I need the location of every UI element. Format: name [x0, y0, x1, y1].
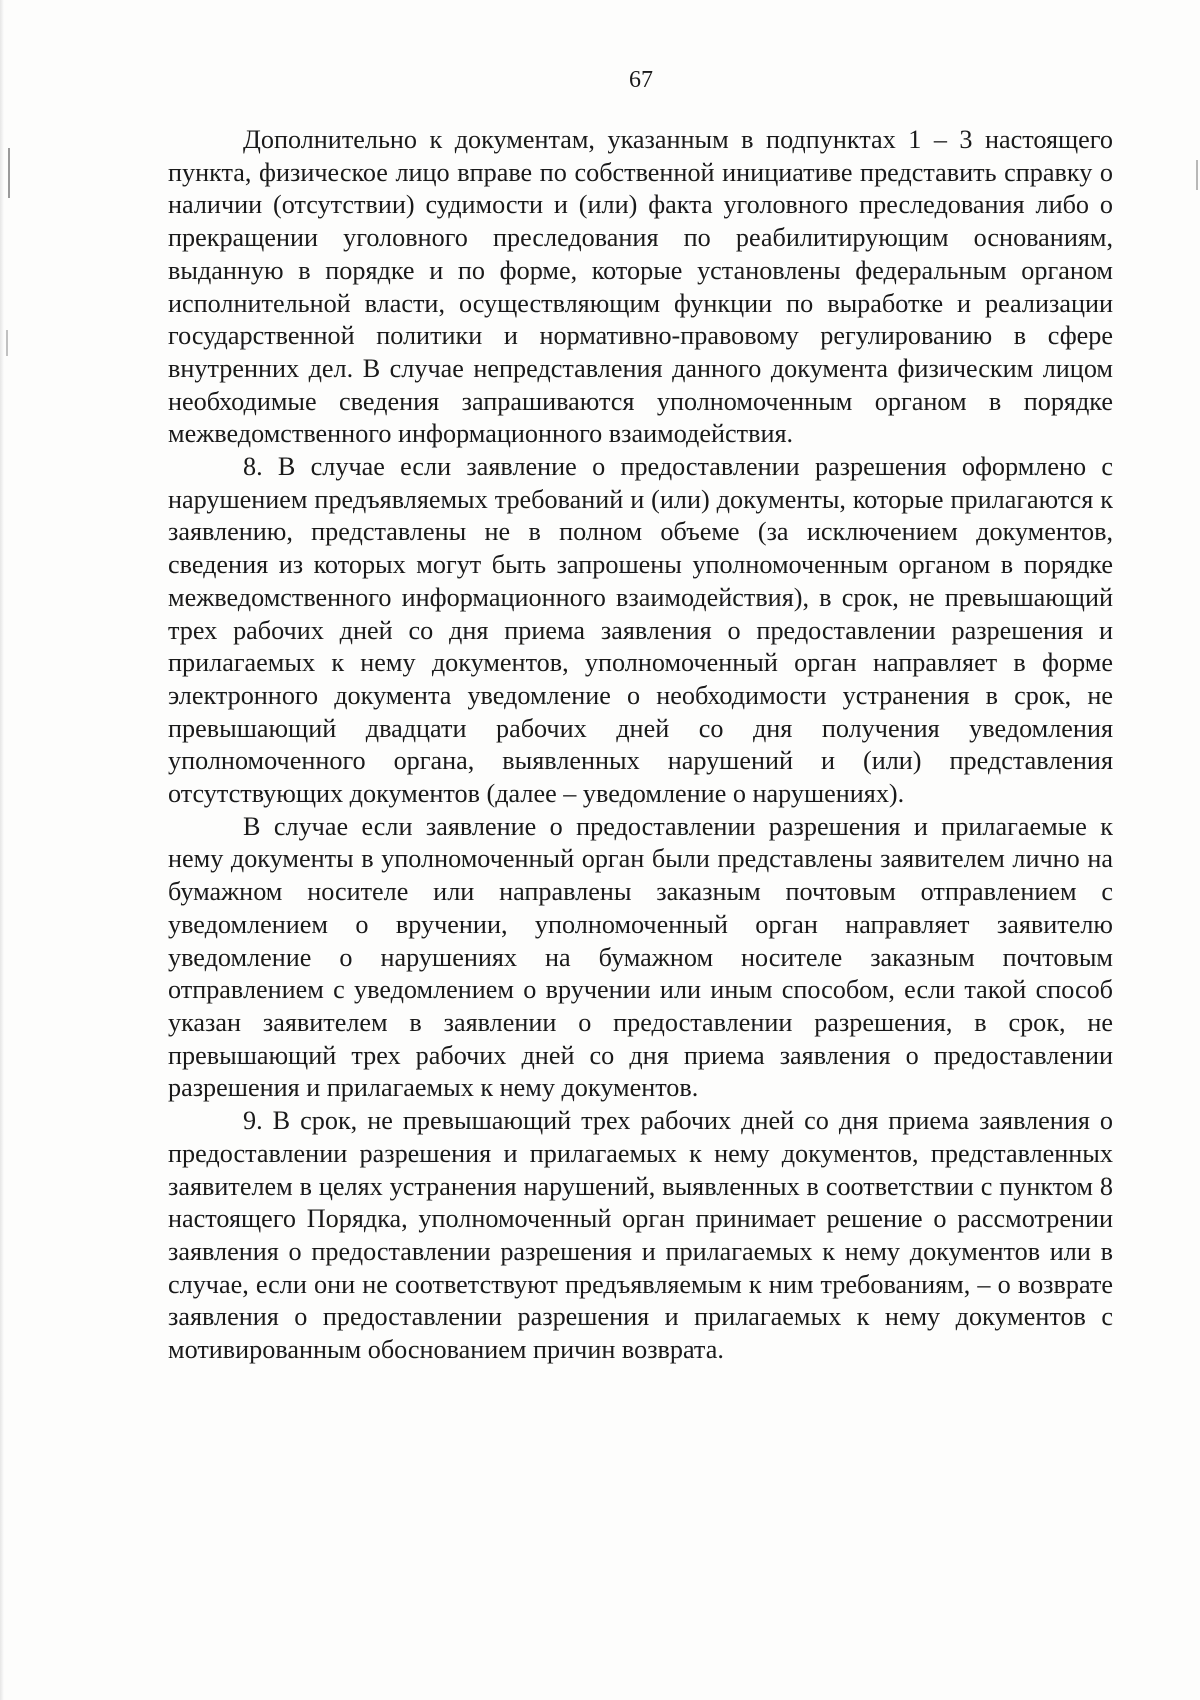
scan-edge: [0, 0, 4, 1700]
scan-mark: [1196, 160, 1198, 190]
paragraph-paper-notification: В случае если заявление о предоставлении разрешения и прилагаемые к нему документы в уполномоченный орган были представлены заявителем лично на бумажном носителе или направлены заказным почтовым отправлением с уведомлением о вручении, уполномоченный орган направляет заявителю уведомление о нарушениях на бумажном носителе заказным почтовым отправлением с уведомлением о вручении или иным способом, если такой способ указан заявителем в заявлении о предоставлении разрешения, в срок, не превышающий трех рабочих дней со дня приема заявления о предоставлении разрешения и прилагаемых к нему документов.: [168, 811, 1113, 1103]
page-number: 67: [629, 67, 653, 93]
paragraph-item-9: 9. В срок, не превышающий трех рабочих дней со дня приема заявления о предоставлении разрешения и прилагаемых к нему документов, представленных заявителем в целях устранения нарушений, выявленных в соответствии с пунктом 8 настоящего Порядка, уполномоченный орган принимает решение о рассмотрении заявления о предоставлении разрешения и прилагаемых к нему документов или в случае, если они не соответствуют предъявляемым к ним требованиям, – о возврате заявления о предоставлении разрешения и прилагаемых к нему документов с мотивированным обоснованием причин возврата.: [168, 1106, 1113, 1365]
scan-mark: [8, 148, 10, 198]
document-body: [168, 124, 1113, 1367]
paragraph-additional-documents: Дополнительно к документам, указанным в подпунктах 1 – 3 настоящего пункта, физическое лицо вправе по собственной инициативе представить справку о наличии (отсутствии) судимости и (или) факта уголовного преследования либо о прекращении уголовного преследования по реабилитирующим основаниям, выданную в порядке и по форме, которые установлены федеральным органом исполнительной власти, осуществляющим функции по выработке и реализации государственной политики и нормативно-правовому регулированию в сфере внутренних дел. В случае непредставления данного документа физическим лицом необходимые сведения запрашиваются уполномоченным органом в порядке межведомственного информационного взаимодействия.: [168, 125, 1113, 449]
paragraph-item-8: 8. В случае если заявление о предоставлении разрешения оформлено с нарушением предъявляемых требований и (или) документы, которые прилагаются к заявлению, представлены не в полном объеме (за исключением документов, сведения из которых могут быть запрошены уполномоченным органом в порядке межведомственного информационного взаимодействия), в срок, не превышающий трех рабочих дней со дня приема заявления о предоставлении разрешения и прилагаемых к нему документов, уполномоченный орган направляет в форме электронного документа уведомление о необходимости устранения в срок, не превышающий двадцати рабочих дней со дня получения уведомления уполномоченного органа, выявленных нарушений и (или) представления отсутствующих документов (далее – уведомление о нарушениях).: [168, 452, 1113, 809]
scan-mark: [6, 330, 8, 356]
